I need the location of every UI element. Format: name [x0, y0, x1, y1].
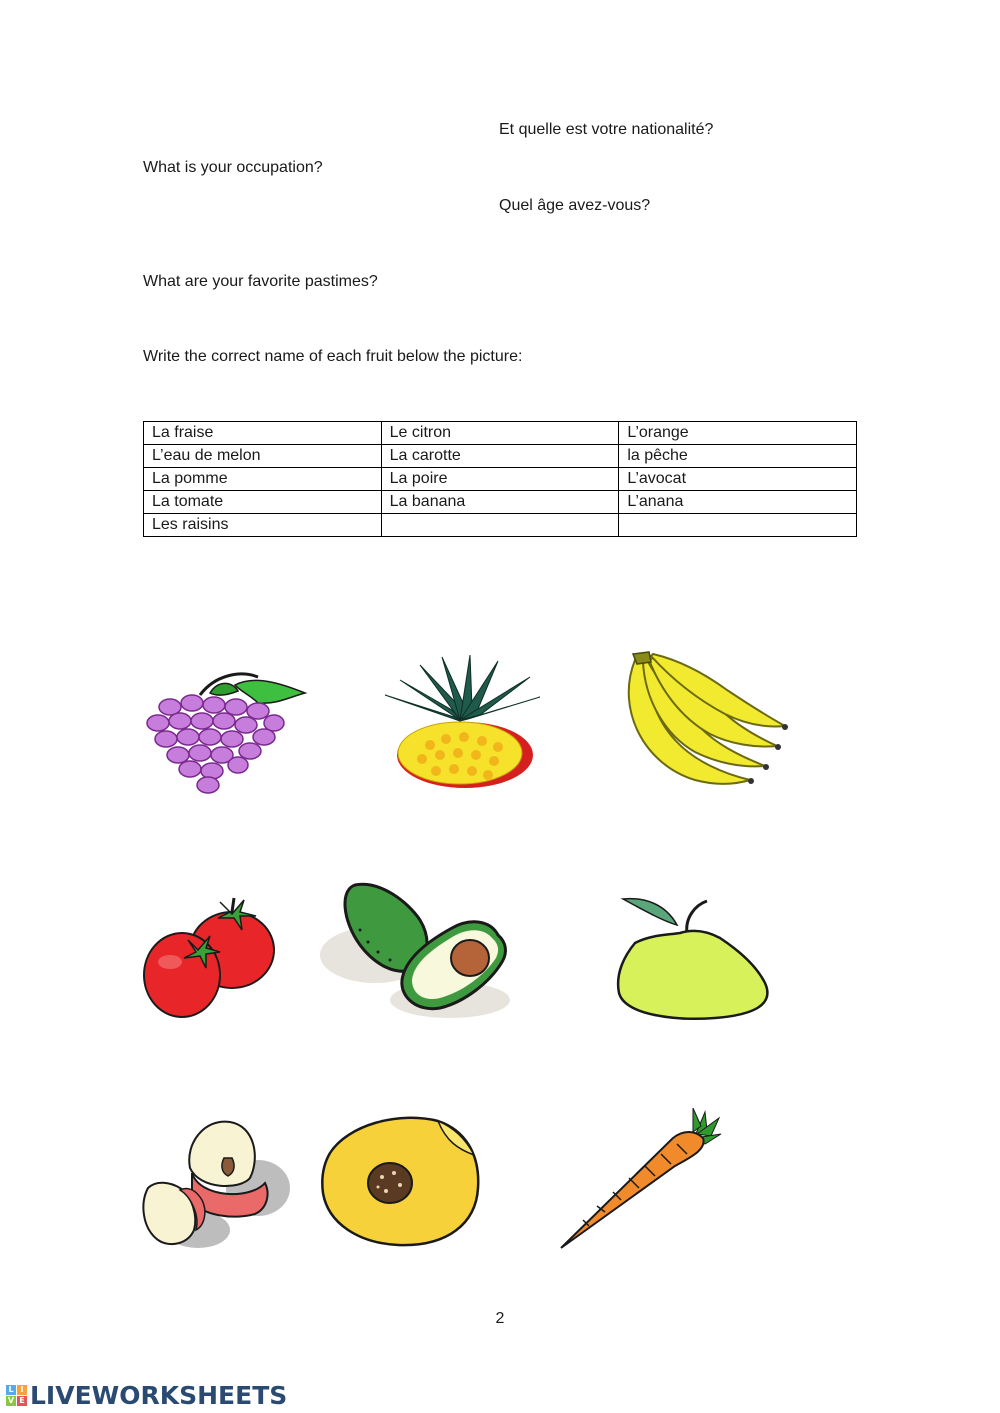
- footer-brand: [6, 1380, 287, 1410]
- badge-letter: L: [6, 1385, 16, 1395]
- tomatoes-icon: [140, 890, 280, 1025]
- table-cell: la pêche: [619, 445, 857, 468]
- table-cell: L’anana: [619, 491, 857, 514]
- pear-icon: [615, 893, 775, 1023]
- table-cell: La carotte: [381, 445, 619, 468]
- table-row: [144, 491, 857, 514]
- brand-badge: [6, 1385, 27, 1406]
- table-row: [144, 468, 857, 491]
- badge-letter: I: [17, 1385, 27, 1395]
- table-cell: La fraise: [144, 422, 382, 445]
- bananas-icon: [615, 650, 790, 795]
- table-cell: La tomate: [144, 491, 382, 514]
- question-nationality: Et quelle est votre nationalité?: [499, 121, 714, 138]
- badge-letter: V: [7, 1395, 15, 1405]
- avocado-icon: [320, 880, 515, 1020]
- vocab-table: [143, 421, 857, 537]
- question-age: Quel âge avez-vous?: [499, 197, 651, 214]
- table-cell: L’orange: [619, 422, 857, 445]
- table-row: [144, 422, 857, 445]
- table-row: [144, 514, 857, 537]
- table-cell: L’eau de melon: [144, 445, 382, 468]
- table-cell: Le citron: [381, 422, 619, 445]
- table-cell: La pomme: [144, 468, 382, 491]
- table-cell: La banana: [381, 491, 619, 514]
- pineapple-icon: [380, 655, 545, 790]
- peach-icon: [318, 1113, 483, 1253]
- brand-logo-text: LIVEWORKSHEETS: [30, 1380, 288, 1410]
- carrot-icon: [555, 1108, 725, 1253]
- table-cell: [619, 514, 857, 537]
- apple-slices-icon: [140, 1118, 300, 1253]
- badge-letter: E: [17, 1396, 27, 1406]
- grapes-icon: [140, 665, 310, 795]
- table-cell: Les raisins: [144, 514, 382, 537]
- table-cell: L’avocat: [619, 468, 857, 491]
- table-row: [144, 445, 857, 468]
- table-cell: La poire: [381, 468, 619, 491]
- table-cell: [381, 514, 619, 537]
- page-number: 2: [495, 1310, 505, 1327]
- instruction-text: Write the correct name of each fruit below the picture:: [143, 348, 523, 365]
- question-pastimes: What are your favorite pastimes?: [143, 273, 378, 290]
- question-occupation: What is your occupation?: [143, 159, 323, 176]
